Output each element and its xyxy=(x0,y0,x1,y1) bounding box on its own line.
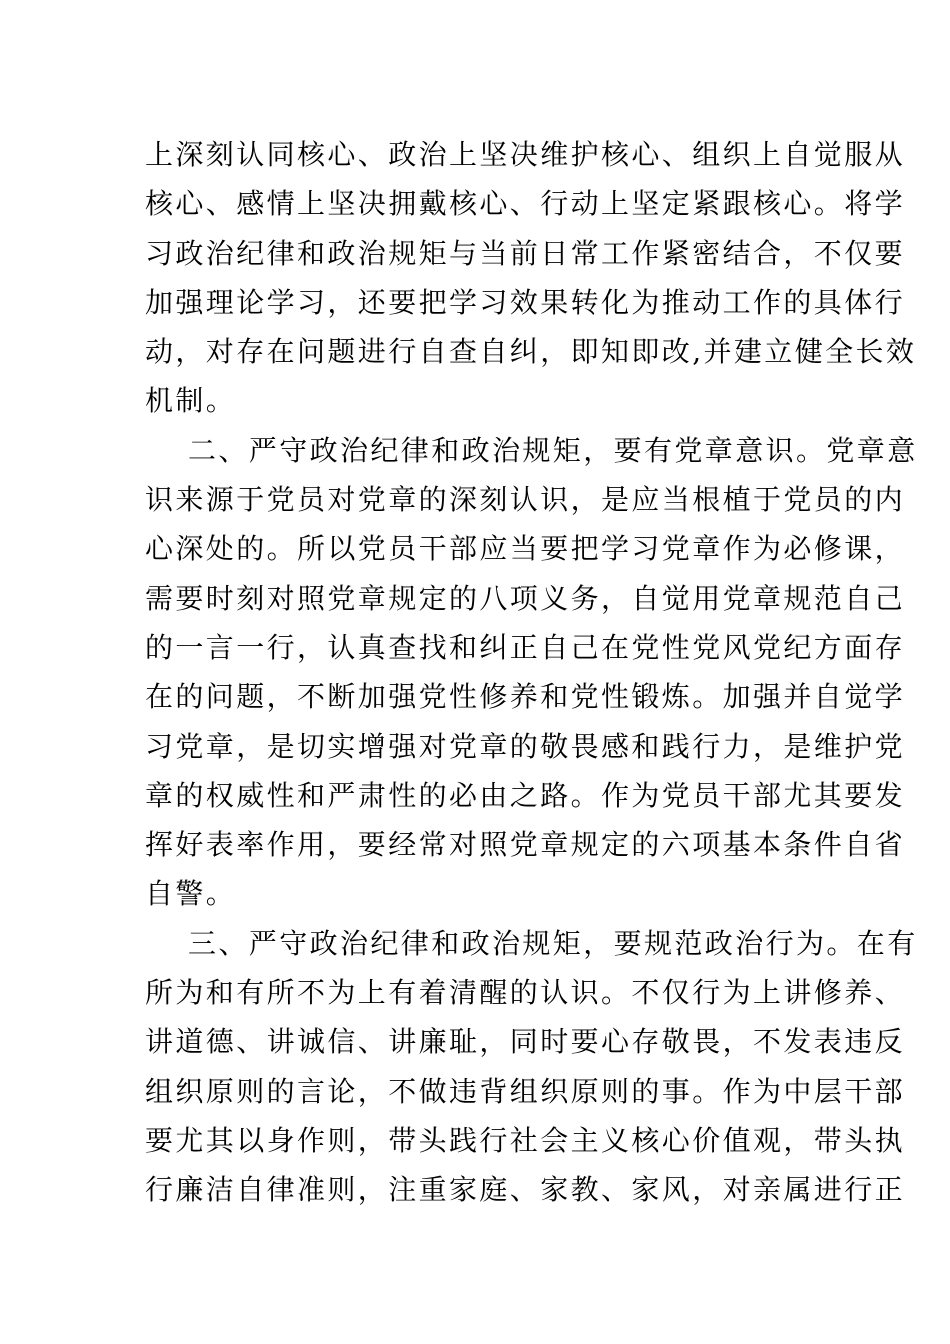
text-line: 上深刻认同核心、政治上坚决维护核心、组织上自觉服从 xyxy=(145,138,906,171)
paragraph-3 xyxy=(145,919,918,1215)
text-line: 要尤其以身作则，带头践行社会主义核心价值观，带头执 xyxy=(145,1123,906,1157)
text-line: 加强理论学习，还要把学习效果转化为推动工作的具体行 xyxy=(145,285,906,319)
text-line: 核心、感情上坚决拥戴核心、行动上坚定紧跟核心。将学 xyxy=(145,187,906,221)
paragraph-2 xyxy=(145,426,918,919)
text-line: 挥好表率作用，要经常对照党章规定的六项基本条件自省 xyxy=(145,828,906,862)
text-line: 讲道德、讲诚信、讲廉耻，同时要心存敬畏，不发表违反 xyxy=(145,1025,906,1059)
text-line: 的一言一行，认真查找和纠正自己在党性党风党纪方面存 xyxy=(145,630,906,664)
text-line: 动，对存在问题进行自查自纠，即知即改,并建立健全长效 xyxy=(145,335,917,369)
text-line: 心深处的。所以党员干部应当要把学习党章作为必修课， xyxy=(145,532,906,566)
text-line: 识来源于党员对党章的深刻认识，是应当根植于党员的内 xyxy=(145,483,906,517)
body-text xyxy=(145,130,918,1215)
text-line: 需要时刻对照党章规定的八项义务，自觉用党章规范自己 xyxy=(145,581,906,615)
text-line: 习政治纪律和政治规矩与当前日常工作紧密结合，不仅要 xyxy=(145,236,906,270)
text-line: 三、严守政治纪律和政治规矩，要规范政治行为。在有 xyxy=(188,926,918,960)
text-line: 机制。 xyxy=(145,384,237,418)
text-line: 二、严守政治纪律和政治规矩，要有党章意识。党章意 xyxy=(188,433,918,467)
text-line: 在的问题，不断加强党性修养和党性锻炼。加强并自觉学 xyxy=(145,680,906,714)
paragraph-1 xyxy=(145,130,917,426)
text-line: 自警。 xyxy=(145,877,237,911)
text-line: 行廉洁自律准则，注重家庭、家教、家风，对亲属进行正 xyxy=(145,1173,906,1207)
text-line: 章的权威性和严肃性的必由之路。作为党员干部尤其要发 xyxy=(145,778,906,812)
text-line: 组织原则的言论，不做违背组织原则的事。作为中层干部 xyxy=(145,1074,906,1108)
text-line: 所为和有所不为上有着清醒的认识。不仅行为上讲修养、 xyxy=(145,976,906,1010)
text-line: 习党章，是切实增强对党章的敬畏感和践行力，是维护党 xyxy=(145,729,906,763)
